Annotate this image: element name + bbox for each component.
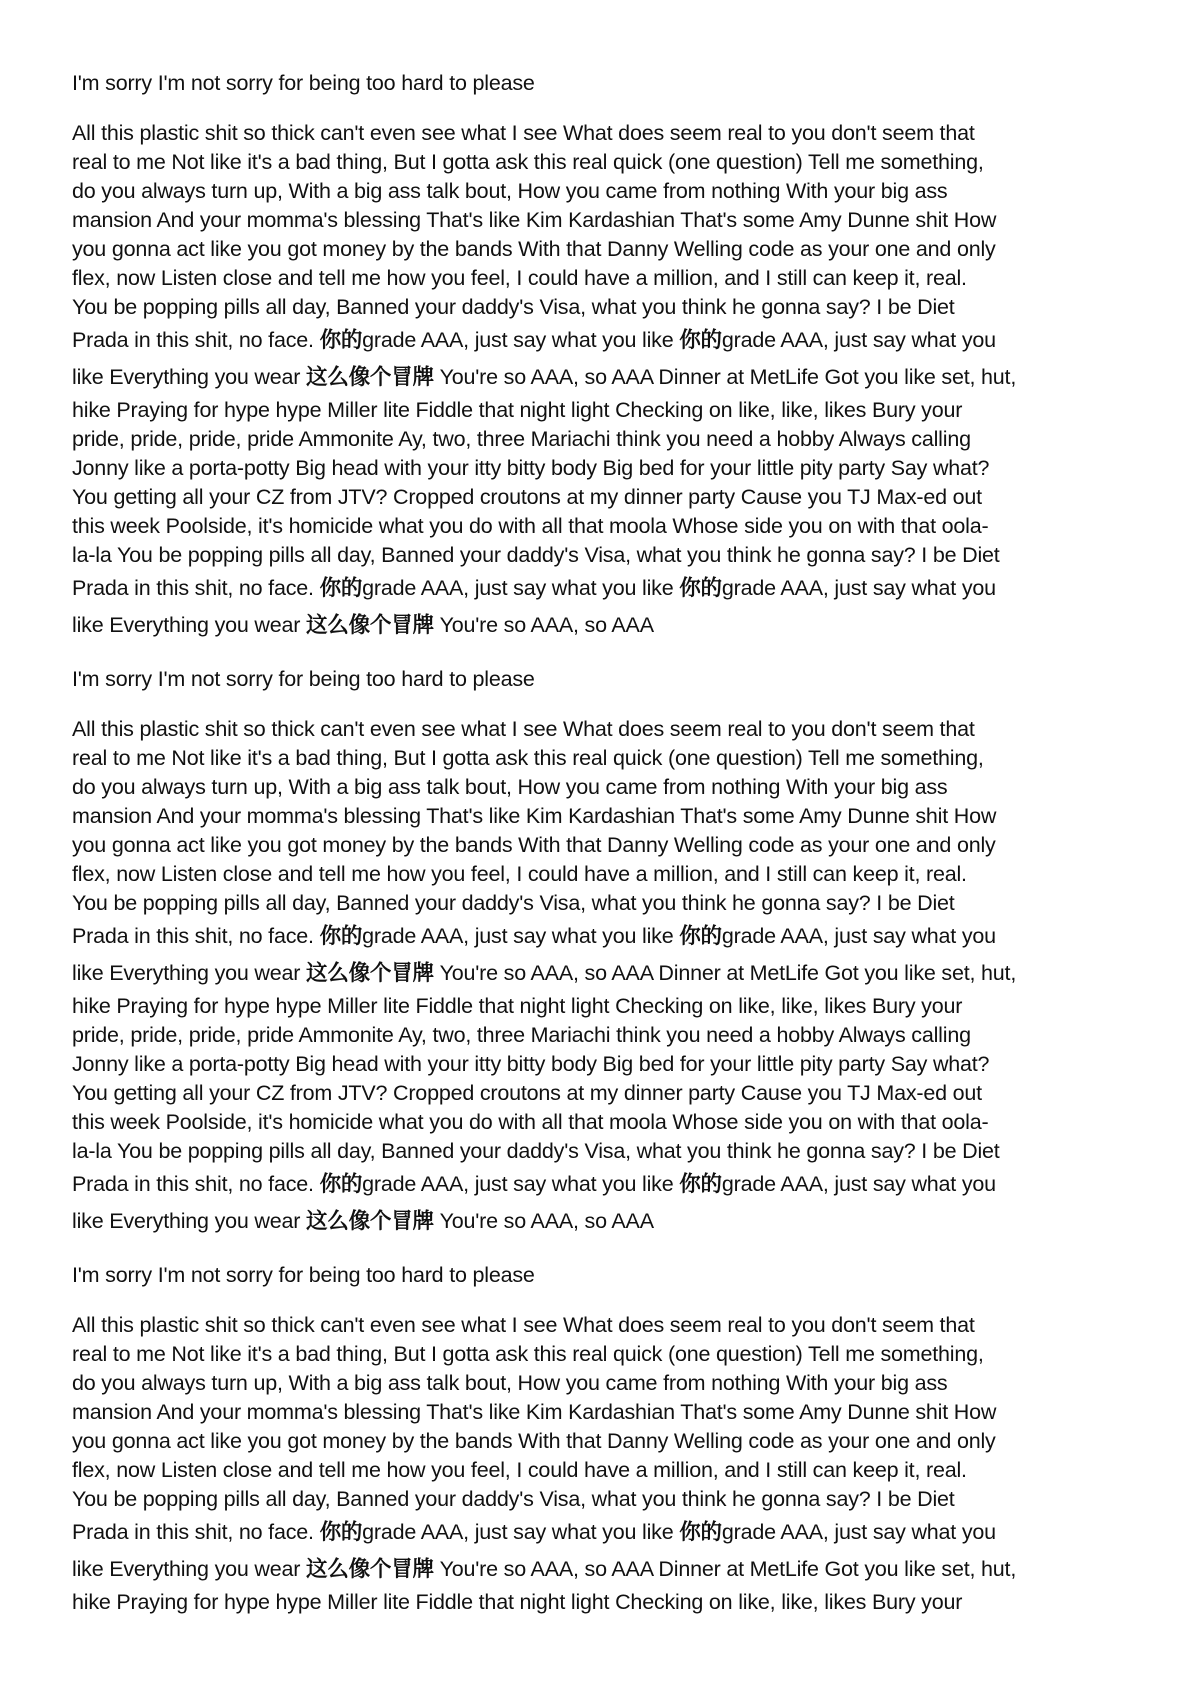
verse-line: like Everything you wear 这么像个冒牌 You're so AAA, so AAA xyxy=(72,613,654,638)
verse-line: like Everything you wear 这么像个冒牌 You're so AAA, so AAA xyxy=(72,1209,654,1234)
verse-line: All this plastic shit so thick can't even see what I see What does seem real to you don't seem that xyxy=(72,121,975,145)
verse-line: Jonny like a porta-potty Big head with your itty bitty body Big bed for your little pity party Say what? xyxy=(72,1052,990,1076)
verse-line: you gonna act like you got money by the bands With that Danny Welling code as your one and only xyxy=(72,1429,996,1453)
verse-line: flex, now Listen close and tell me how you feel, I could have a million, and I still can keep it, real. xyxy=(72,266,967,290)
verse-line: this week Poolside, it's homicide what you do with all that moola Whose side you on with that oola- xyxy=(72,514,989,538)
verse-line: You getting all your CZ from JTV? Cropped croutons at my dinner party Cause you TJ Max-ed out xyxy=(72,485,982,509)
verse-line: You getting all your CZ from JTV? Cropped croutons at my dinner party Cause you TJ Max-ed out xyxy=(72,1081,982,1105)
verse-line: All this plastic shit so thick can't even see what I see What does seem real to you don't seem that xyxy=(72,1313,975,1337)
verse-line: You be popping pills all day, Banned your daddy's Visa, what you think he gonna say? I be Diet xyxy=(72,295,955,319)
verse-line: Prada in this shit, no face. 你的grade AAA, just say what you like 你的grade AAA, just say what you xyxy=(72,1172,996,1197)
verse-line: la-la You be popping pills all day, Banned your daddy's Visa, what you think he gonna say? I be Diet xyxy=(72,543,1000,567)
verse-line: You be popping pills all day, Banned your daddy's Visa, what you think he gonna say? I be Diet xyxy=(72,891,955,915)
lyrics-heading: I'm sorry I'm not sorry for being too hard to please xyxy=(72,667,535,691)
verse-line: real to me Not like it's a bad thing, But I gotta ask this real quick (one question) Tell me something, xyxy=(72,746,984,770)
verse-line: this week Poolside, it's homicide what you do with all that moola Whose side you on with that oola- xyxy=(72,1110,989,1134)
lyrics-verse xyxy=(72,1311,1140,1617)
verse-line: Prada in this shit, no face. 你的grade AAA, just say what you like 你的grade AAA, just say what you xyxy=(72,576,996,601)
verse-line: pride, pride, pride, pride Ammonite Ay, two, three Mariachi think you need a hobby Always calling xyxy=(72,427,971,451)
lyrics-heading: I'm sorry I'm not sorry for being too hard to please xyxy=(72,1263,535,1287)
verse-line: do you always turn up, With a big ass talk bout, How you came from nothing With your big ass xyxy=(72,179,948,203)
verse-line: la-la You be popping pills all day, Banned your daddy's Visa, what you think he gonna say? I be Diet xyxy=(72,1139,1000,1163)
verse-line: do you always turn up, With a big ass talk bout, How you came from nothing With your big ass xyxy=(72,775,948,799)
verse-line: hike Praying for hype hype Miller lite Fiddle that night light Checking on like, like, likes Bury your xyxy=(72,398,963,422)
verse-line: like Everything you wear 这么像个冒牌 You're so AAA, so AAA Dinner at MetLife Got you like set, hut, xyxy=(72,365,1017,390)
lyrics-heading: I'm sorry I'm not sorry for being too hard to please xyxy=(72,71,535,95)
verse-line: you gonna act like you got money by the bands With that Danny Welling code as your one and only xyxy=(72,237,996,261)
verse-line: pride, pride, pride, pride Ammonite Ay, two, three Mariachi think you need a hobby Always calling xyxy=(72,1023,971,1047)
lyrics-verse xyxy=(72,119,1140,644)
verse-line: mansion And your momma's blessing That's like Kim Kardashian That's some Amy Dunne shit How xyxy=(72,1400,997,1424)
lyrics-verse xyxy=(72,715,1140,1240)
verse-line: hike Praying for hype hype Miller lite Fiddle that night light Checking on like, like, likes Bury your xyxy=(72,1590,963,1614)
verse-line: Prada in this shit, no face. 你的grade AAA, just say what you like 你的grade AAA, just say what you xyxy=(72,1520,996,1545)
verse-line: do you always turn up, With a big ass talk bout, How you came from nothing With your big ass xyxy=(72,1371,948,1395)
verse-line: All this plastic shit so thick can't even see what I see What does seem real to you don't seem that xyxy=(72,717,975,741)
verse-line: You be popping pills all day, Banned your daddy's Visa, what you think he gonna say? I be Diet xyxy=(72,1487,955,1511)
verse-line: real to me Not like it's a bad thing, But I gotta ask this real quick (one question) Tell me something, xyxy=(72,1342,984,1366)
verse-line: mansion And your momma's blessing That's like Kim Kardashian That's some Amy Dunne shit How xyxy=(72,208,997,232)
lyrics-document xyxy=(72,69,1140,1617)
verse-line: Prada in this shit, no face. 你的grade AAA, just say what you like 你的grade AAA, just say what you xyxy=(72,328,996,353)
verse-line: Prada in this shit, no face. 你的grade AAA, just say what you like 你的grade AAA, just say what you xyxy=(72,924,996,949)
verse-line: hike Praying for hype hype Miller lite Fiddle that night light Checking on like, like, likes Bury your xyxy=(72,994,963,1018)
verse-line: mansion And your momma's blessing That's like Kim Kardashian That's some Amy Dunne shit How xyxy=(72,804,997,828)
verse-line: flex, now Listen close and tell me how you feel, I could have a million, and I still can keep it, real. xyxy=(72,1458,967,1482)
verse-line: flex, now Listen close and tell me how you feel, I could have a million, and I still can keep it, real. xyxy=(72,862,967,886)
verse-line: like Everything you wear 这么像个冒牌 You're so AAA, so AAA Dinner at MetLife Got you like set, hut, xyxy=(72,1557,1017,1582)
verse-line: real to me Not like it's a bad thing, But I gotta ask this real quick (one question) Tell me something, xyxy=(72,150,984,174)
verse-line: like Everything you wear 这么像个冒牌 You're so AAA, so AAA Dinner at MetLife Got you like set, hut, xyxy=(72,961,1017,986)
verse-line: Jonny like a porta-potty Big head with your itty bitty body Big bed for your little pity party Say what? xyxy=(72,456,990,480)
verse-line: you gonna act like you got money by the bands With that Danny Welling code as your one and only xyxy=(72,833,996,857)
